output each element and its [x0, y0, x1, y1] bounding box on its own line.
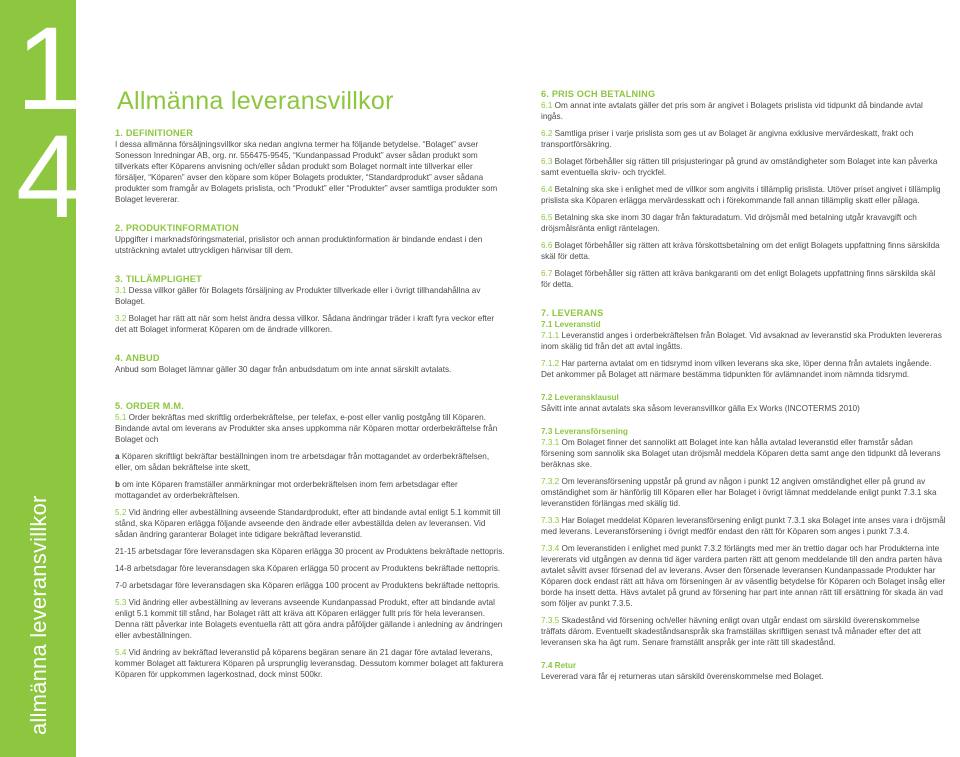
clause-number: 7.1.2	[541, 359, 560, 368]
section-heading-order: 5. ORDER M.M.	[115, 401, 184, 411]
side-title: allmänna leveransvillkor	[26, 495, 51, 735]
clause-text: Om Bolaget finner det sannolikt att Bolaget inte kan hålla avtalad leveranstid eller framstår sådan försening som sannolik ska Bolaget utan dröjsmål meddela Köparen detta samt ange den tidpunkt då leverans beräknas ske.	[541, 438, 941, 469]
subheading-delivery-clause: 7.2 Leveransklausul	[541, 393, 619, 402]
subheading-delivery-time: 7.1 Leveranstid	[541, 320, 601, 329]
clause-number: 6.3	[541, 157, 553, 166]
clause-5-4	[115, 647, 505, 680]
clause-5-1-a	[115, 451, 505, 473]
fee-line-1: 21-15 arbetsdagar före leveransdagen ska Köparen erlägga 30 procent av Produktens bekräftade nettopris.	[115, 547, 505, 556]
return-text: Levererad vara får ej returneras utan särskild överenskommelse med Bolaget.	[541, 672, 824, 681]
clause-number: 6.5	[541, 213, 553, 222]
clause-text: Leveranstid anges i orderbekräftelsen från Bolaget. Vid avsaknad av leveranstid ska Produkten levereras inom skälig tid från det att avtal ingåtts.	[541, 331, 942, 351]
page-number-digit-2: 4	[16, 111, 82, 243]
clause-5-3	[115, 597, 505, 641]
clause-number: 5.2	[115, 508, 127, 517]
definitions-text: I dessa allmänna försäljningsvillkor ska nedan angivna termer ha följande betydelse. “Bolaget” avser Sonesson Inredningar AB, org. nr. 556475-9545, “Kundanpassad Produkt” avser sådan produkt som tillverkats efter Köparens anvisning och/eller sådan produkt som Bolaget normalt inte tillverkar eller försäljer, “Köparen” avser den köpare som köper Bolagets produkter, “Standardprodukt” avser sådana produkter som framgår av Bolagets prislista, och “Produkt” eller “Produkter” avser samtliga produkter som Bolaget levererar.	[115, 140, 498, 204]
product-info-text: Uppgifter i marknadsföringsmaterial, prislistor och annan produktinformation är bindande endast i den utsträckning avtalet uttryckligen hänvisar till dem.	[115, 235, 483, 255]
clause-text: Dessa villkor gäller för Bolagets försäljning av Produkter tillverkade eller i övrigt tillhandahållna av Bolaget.	[115, 286, 481, 306]
clause-7-3-3	[541, 515, 946, 537]
clause-number: 7.3.3	[541, 516, 560, 525]
clause-6-7	[541, 268, 946, 290]
clause-number: 6.4	[541, 185, 553, 194]
page-number-digit-1: 1	[16, 3, 82, 135]
list-label: a	[115, 452, 120, 461]
clause-3-1	[115, 285, 505, 307]
clause-text: Betalning ska ske i enlighet med de villkor som angivits i tillämplig prislista. Utöver priset angivet i tillämplig prislista ska Köparen erlägga mervärdesskatt och i förekommande fall annan tillämplig skatt eller pålaga.	[541, 185, 941, 205]
clause-5-1-b	[115, 479, 505, 501]
page-number	[14, 0, 82, 250]
clause-number: 5.4	[115, 648, 127, 657]
clause-number: 6.2	[541, 129, 553, 138]
right-column	[541, 89, 946, 688]
clause-text: Bolaget förbehåller sig rätten till prisjusteringar på grund av omständigheter som Bolaget inte kan påverka samt eventuella skriv- och tryckfel.	[541, 157, 938, 177]
fee-line-3: 7-0 arbetsdagar före leveransdagen ska Köparen erlägga 100 procent av Produktens bekräftade nettopris.	[115, 581, 501, 590]
clause-text: Har parterna avtalat om en tidsrymd inom vilken leverans ska ske, löper denna från avtalets ingående. Det ankommer på Bolaget att närmare bestämma tidpunkten för avlämnandet inom nämnda tidsrymd.	[541, 359, 932, 379]
clause-text: Vid ändring av bekräftad leveranstid på köparens begäran senare än 21 dagar före avtalad leverans, kommer Bolaget att fakturera Köparen på ursprunglig leveransdag. Dessutom kommer bolaget att fakturera Köparen för uppkommen lagerkostnad, dock minst 500kr.	[115, 648, 504, 679]
clause-number: 5.1	[115, 413, 127, 422]
clause-6-3	[541, 156, 946, 178]
clause-7-1-1	[541, 330, 946, 352]
clause-text: Om leveranstiden i enlighet med punkt 7.3.2 förlängts med mer än trettio dagar och har Produkterna inte levererats vid utgången av denna tid äger vardera parten rätt att genom meddelande till den andra parten häva avtalet såvitt avser försenad del av leverans. Avser den försenade leveransen Kundanpassade Produkter har Köparen dock endast rätt att häva om förseningen är av väsentlig betydelse för Köparen och Bolaget insåg eller borde ha insett detta. Hävs avtalet på grund av försening har part inte annan rätt till ersättning för skada än vad som följer av punkt 7.3.5.	[541, 544, 946, 608]
clause-6-4	[541, 184, 946, 206]
clause-number: 5.3	[115, 598, 127, 607]
clause-7-3-5	[541, 615, 946, 648]
clause-6-6	[541, 240, 946, 262]
clause-text: Vid ändring eller avbeställning av leverans avseende Kundanpassad Produkt, efter att bindande avtal enligt 5.1 kommit till stånd, har Bolaget rätt att kräva att Köparen erlägger fullt pris för hela leveransen. Denna rätt påverkar inte Bolagets eventuella rätt att göra andra påföljder gällande i anledning av ändringen eller avbeställningen.	[115, 598, 503, 640]
clause-number: 7.1.1	[541, 331, 560, 340]
list-label: b	[115, 480, 121, 489]
section-heading-product-info: 2. PRODUKTINFORMATION	[115, 223, 239, 233]
clause-6-2	[541, 128, 946, 150]
clause-3-2	[115, 313, 505, 335]
clause-7-1-2	[541, 358, 946, 380]
clause-number: 3.2	[115, 314, 127, 323]
section-heading-definitions: 1. DEFINITIONER	[115, 128, 194, 138]
clause-5-2	[115, 507, 505, 540]
clause-text: Samtliga priser i varje prislista som ges ut av Bolaget är angivna exklusive mervärdeskatt, frakt och transportförsäkring.	[541, 129, 914, 149]
clause-text: Skadestånd vid försening och/eller hävning enligt ovan utgår endast om särskild överenskommelse träffats därom. Eventuellt skadeståndsanspråk ska framställas skriftligen senast två månader efter det att leveransen ska ha ägt rum. Senare framställt anspråk ger inte rätt till skadestånd.	[541, 616, 921, 647]
clause-5-1	[115, 412, 505, 445]
clause-7-3-1	[541, 437, 946, 470]
section-heading-applicability: 3. TILLÄMPLIGHET	[115, 274, 202, 284]
clause-7-3-2	[541, 476, 946, 509]
clause-number: 7.3.1	[541, 438, 560, 447]
offer-text: Anbud som Bolaget lämnar gäller 30 dagar från anbudsdatum om inte annat särskilt avtalats.	[115, 365, 452, 374]
clause-text: Om annat inte avtalats gäller det pris som är angivet i Bolagets prislista vid tidpunkt då bindande avtal ingås.	[541, 101, 923, 121]
clause-text: Köparen skriftligt bekräftar beställningen inom tre arbetsdagar från mottagandet av orderbekräftelsen, eller, om sådan bekräftelse inte skett,	[115, 452, 490, 472]
clause-number: 7.3.2	[541, 477, 560, 486]
section-heading-delivery: 7. LEVERANS	[541, 308, 604, 318]
clause-text: Betalning ska ske inom 30 dagar från fakturadatum. Vid dröjsmål med betalning utgår kravavgift och dröjsmålsränta enligt räntelagen.	[541, 213, 917, 233]
clause-number: 6.6	[541, 241, 553, 250]
clause-number: 7.3.4	[541, 544, 560, 553]
clause-text: Bolaget förbehåller sig rätten att kräva bankgaranti om det enligt Bolagets uppfattning finns särskilda skäl för detta.	[541, 269, 936, 289]
clause-text: Bolaget har rätt att när som helst ändra dessa villkor. Sådana ändringar träder i kraft fyra veckor efter det att Bolaget informerat Köparen om de ändrade villkoren.	[115, 314, 495, 334]
clause-text: om inte Köparen framställer anmärkningar mot orderbekräftelsen inom fem arbetsdagar efter mottagandet av orderbekräftelsen.	[115, 480, 458, 500]
clause-number: 7.3.5	[541, 616, 560, 625]
left-column	[115, 128, 505, 686]
clause-number: 6.1	[541, 101, 553, 110]
fee-line-2: 14-8 arbetsdagar före leveransdagen ska Köparen erlägga 50 procent av Produktens bekräftade nettopris.	[115, 564, 501, 573]
clause-7-3-4	[541, 543, 946, 609]
section-heading-offer: 4. ANBUD	[115, 353, 160, 363]
clause-number: 3.1	[115, 286, 127, 295]
subheading-return: 7.4 Retur	[541, 661, 577, 670]
page-title: Allmänna leveransvillkor	[117, 87, 394, 115]
clause-6-1	[541, 100, 946, 122]
clause-text: Bolaget förbehåller sig rätten att kräva förskottsbetalning om det enligt Bolagets uppfattning finns särskilda skäl för detta.	[541, 241, 940, 261]
subheading-delivery-delay: 7.3 Leveransförsening	[541, 427, 628, 436]
section-heading-price-payment: 6. PRIS OCH BETALNING	[541, 89, 656, 99]
clause-number: 6.7	[541, 269, 553, 278]
clause-text: Order bekräftas med skriftlig orderbekräftelse, per telefax, e-post eller vanlig postgång till Köparen. Bindande avtal om leverans av Produkter ska anses uppkomma när Köparen mottar orderbekräftelse från Bolaget och	[115, 413, 498, 444]
clause-6-5	[541, 212, 946, 234]
delivery-clause-text: Såvitt inte annat avtalats ska såsom leveransvillkor gälla Ex Works (INCOTERMS 2010)	[541, 404, 860, 413]
clause-text: Har Bolaget meddelat Köparen leveransförsening enligt punkt 7.3.1 ska Bolaget inte anses vara i dröjsmål med leverans. Leveransförsening i övrigt medför endast den rätt för Köparen som anges i punkt 7.3.4.	[541, 516, 946, 536]
clause-text: Om leveransförsening uppstår på grund av någon i punkt 12 angiven omständighet eller på grund av omständighet som är hänförlig till Köparen eller har Bolaget i övrigt lämnat meddelande enligt punkt 7.3.1 ska leveranstiden förlängas med skälig tid.	[541, 477, 937, 508]
clause-text: Vid ändring eller avbeställning avseende Standardprodukt, efter att bindande avtal enligt 5.1 kommit till stånd, ska Köparen erlägga följande avseende den ändrade eller avbeställda delen av leveransen. Vid sådan ändring garanterar Bolaget inte tidigare bekräftad leveranstid.	[115, 508, 501, 539]
